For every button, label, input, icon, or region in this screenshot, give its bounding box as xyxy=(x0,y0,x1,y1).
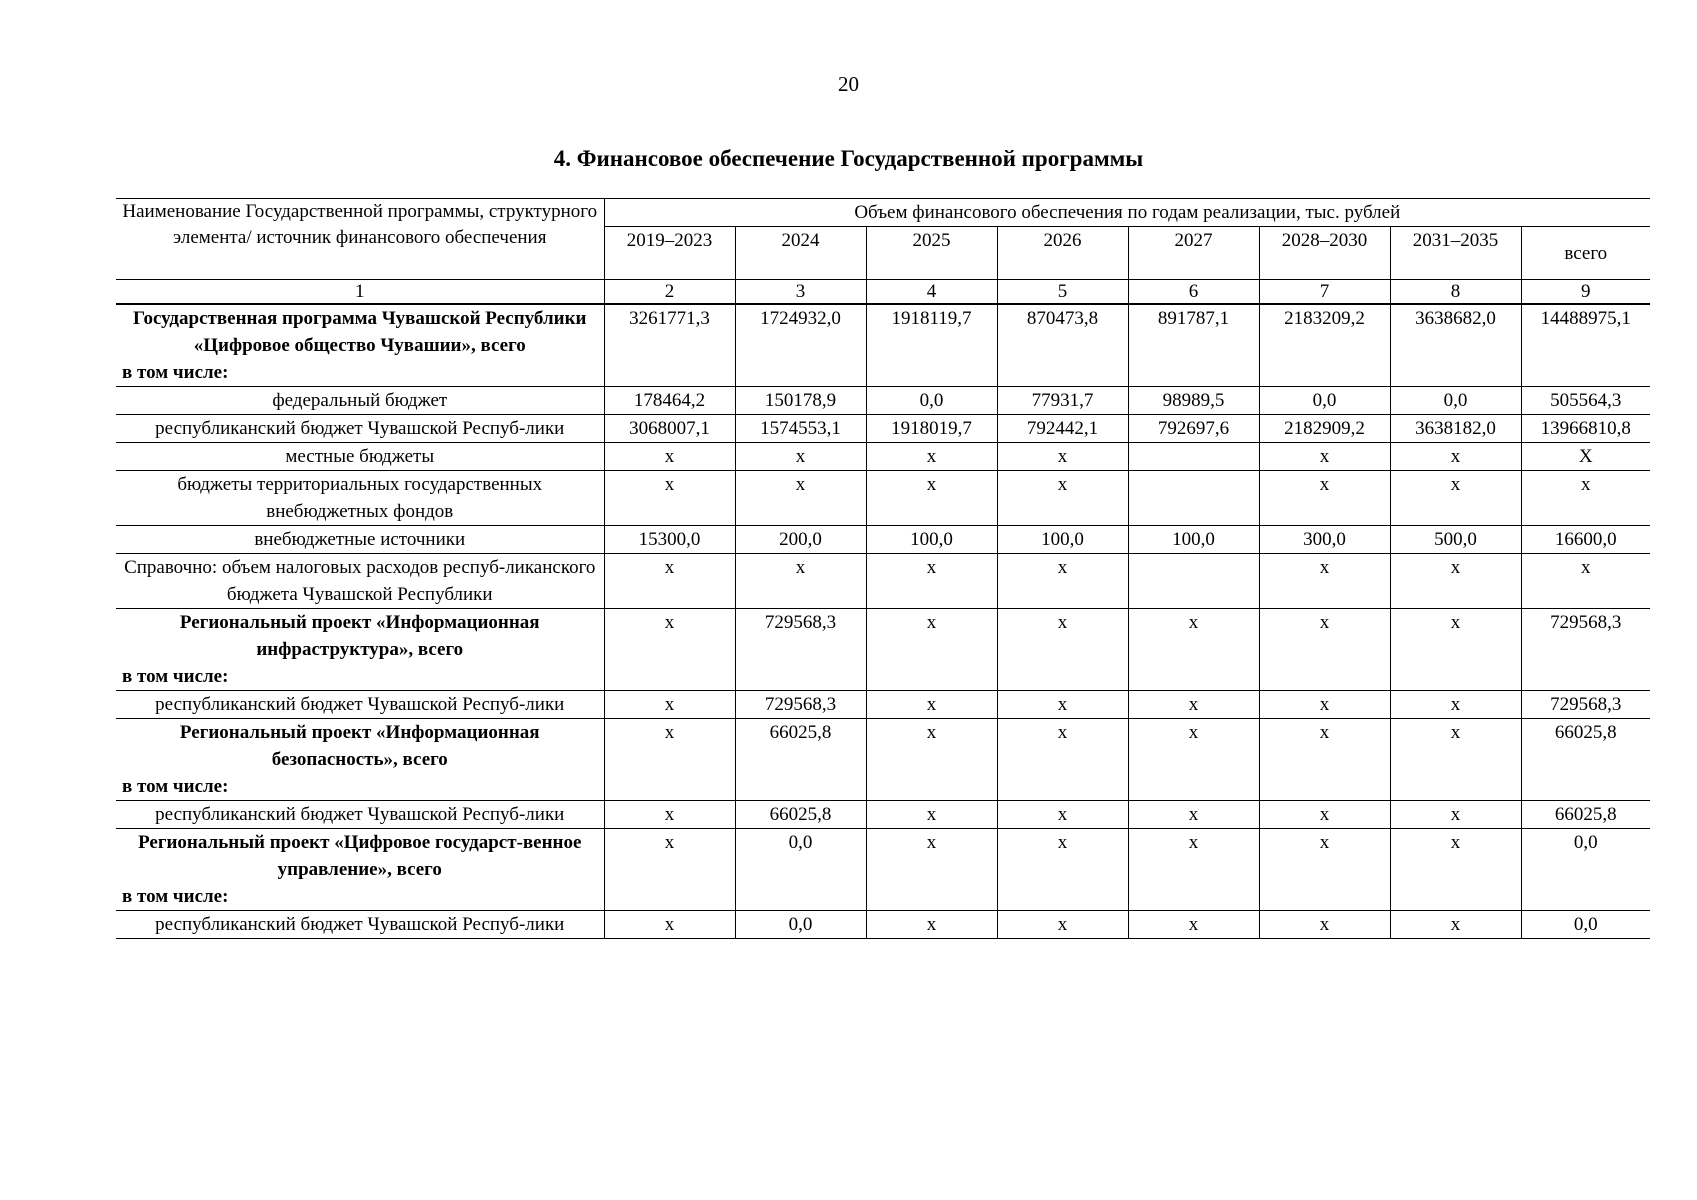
value-cell: х xyxy=(604,801,735,829)
value-cell: х xyxy=(604,829,735,911)
year-header: 2025 xyxy=(866,227,997,280)
value-cell: 729568,3 xyxy=(735,609,866,691)
row-name: республиканский бюджет Чувашской Респуб-лики xyxy=(155,694,565,715)
value-cell: 3261771,3 xyxy=(604,304,735,387)
value-cell: 792442,1 xyxy=(997,415,1128,443)
value-cell: 1574553,1 xyxy=(735,415,866,443)
value-cell: х xyxy=(1259,471,1390,526)
year-header: 2027 xyxy=(1128,227,1259,280)
row-name-cell xyxy=(116,829,604,911)
value-cell: х xyxy=(997,471,1128,526)
table-row xyxy=(116,801,1650,829)
value-cell: 3638682,0 xyxy=(1390,304,1521,387)
value-cell: х xyxy=(997,609,1128,691)
value-cell: х xyxy=(997,801,1128,829)
value-cell: х xyxy=(866,719,997,801)
column-number-row xyxy=(116,280,1650,305)
column-number: 3 xyxy=(735,280,866,305)
table-row xyxy=(116,719,1650,801)
row-name-cell xyxy=(116,554,604,609)
value-cell: х xyxy=(1390,829,1521,911)
value-cell: 13966810,8 xyxy=(1521,415,1650,443)
value-cell: х xyxy=(1390,719,1521,801)
value-cell: х xyxy=(1390,801,1521,829)
value-cell: х xyxy=(1259,911,1390,939)
value-cell: 66025,8 xyxy=(1521,719,1650,801)
value-cell: 2183209,2 xyxy=(1259,304,1390,387)
value-cell: 15300,0 xyxy=(604,526,735,554)
row-name: Региональный проект «Цифровое государст-венное управление», всего xyxy=(138,832,582,880)
value-cell: х xyxy=(1259,719,1390,801)
column-number: 7 xyxy=(1259,280,1390,305)
total-header: всего xyxy=(1521,227,1650,280)
value-cell: х xyxy=(866,691,997,719)
value-cell: х xyxy=(1259,801,1390,829)
value-cell: 178464,2 xyxy=(604,387,735,415)
value-cell: х xyxy=(735,554,866,609)
table-row xyxy=(116,471,1650,526)
value-cell: х xyxy=(1390,911,1521,939)
year-header: 2019–2023 xyxy=(604,227,735,280)
row-name: республиканский бюджет Чувашской Респуб-лики xyxy=(155,914,565,935)
value-cell: х xyxy=(997,443,1128,471)
value-cell: 98989,5 xyxy=(1128,387,1259,415)
row-name-cell xyxy=(116,801,604,829)
value-cell: х xyxy=(1128,829,1259,911)
row-name-suffix: в том числе: xyxy=(122,666,229,687)
value-cell: х xyxy=(997,829,1128,911)
value-cell: 0,0 xyxy=(1259,387,1390,415)
table-row xyxy=(116,387,1650,415)
row-name-cell xyxy=(116,526,604,554)
value-cell: 0,0 xyxy=(1390,387,1521,415)
value-cell xyxy=(1128,554,1259,609)
value-cell: х xyxy=(604,609,735,691)
value-cell: х xyxy=(866,443,997,471)
row-name: Справочно: объем налоговых расходов респуб-ликанского бюджета Чувашской Республики xyxy=(124,557,596,605)
column-number: 6 xyxy=(1128,280,1259,305)
value-cell: х xyxy=(1128,609,1259,691)
value-cell: х xyxy=(1128,911,1259,939)
row-name: федеральный бюджет xyxy=(272,390,448,411)
value-cell: 1918019,7 xyxy=(866,415,997,443)
value-cell: х xyxy=(604,911,735,939)
row-name: местные бюджеты xyxy=(285,446,435,467)
value-cell: х xyxy=(1390,554,1521,609)
value-cell: 505564,3 xyxy=(1521,387,1650,415)
value-cell: х xyxy=(1128,801,1259,829)
year-header: 2024 xyxy=(735,227,866,280)
row-name: бюджеты территориальных государственных внебюджетных фондов xyxy=(177,474,543,522)
column-number: 5 xyxy=(997,280,1128,305)
value-cell: х xyxy=(997,691,1128,719)
value-cell: 0,0 xyxy=(735,911,866,939)
value-cell: х xyxy=(1259,691,1390,719)
value-cell: 300,0 xyxy=(1259,526,1390,554)
value-cell: х xyxy=(997,554,1128,609)
value-cell: х xyxy=(735,471,866,526)
value-cell: х xyxy=(604,443,735,471)
value-cell: х xyxy=(1128,691,1259,719)
table-row xyxy=(116,443,1650,471)
value-cell: 729568,3 xyxy=(1521,691,1650,719)
row-name: Региональный проект «Информационная инфраструктура», всего xyxy=(179,612,540,660)
value-cell: 0,0 xyxy=(866,387,997,415)
row-name-suffix: в том числе: xyxy=(122,776,229,797)
value-cell: х xyxy=(1259,443,1390,471)
value-cell: х xyxy=(735,443,866,471)
row-name-suffix: в том числе: xyxy=(122,362,229,383)
value-cell: х xyxy=(1521,554,1650,609)
value-cell: 66025,8 xyxy=(1521,801,1650,829)
value-cell: х xyxy=(997,911,1128,939)
year-header: 2028–2030 xyxy=(1259,227,1390,280)
table-row xyxy=(116,304,1650,387)
row-name-cell xyxy=(116,719,604,801)
value-cell: х xyxy=(1521,471,1650,526)
column-number: 4 xyxy=(866,280,997,305)
table-row xyxy=(116,691,1650,719)
value-cell: 0,0 xyxy=(735,829,866,911)
volume-header: Объем финансового обеспечения по годам реализации, тыс. рублей xyxy=(604,199,1650,227)
value-cell: 0,0 xyxy=(1521,829,1650,911)
value-cell: 891787,1 xyxy=(1128,304,1259,387)
value-cell: 150178,9 xyxy=(735,387,866,415)
row-name-cell xyxy=(116,691,604,719)
value-cell: х xyxy=(1390,691,1521,719)
row-name-cell xyxy=(116,387,604,415)
value-cell: 3068007,1 xyxy=(604,415,735,443)
value-cell: 729568,3 xyxy=(1521,609,1650,691)
table-row xyxy=(116,415,1650,443)
value-cell: 100,0 xyxy=(997,526,1128,554)
value-cell: 500,0 xyxy=(1390,526,1521,554)
row-name-cell xyxy=(116,911,604,939)
value-cell: 729568,3 xyxy=(735,691,866,719)
page-number: 20 xyxy=(838,72,859,96)
value-cell xyxy=(1128,443,1259,471)
row-name-cell xyxy=(116,304,604,387)
value-cell: 870473,8 xyxy=(997,304,1128,387)
value-cell: х xyxy=(866,911,997,939)
value-cell: 66025,8 xyxy=(735,801,866,829)
column-number: 8 xyxy=(1390,280,1521,305)
value-cell: х xyxy=(1259,609,1390,691)
table-row xyxy=(116,829,1650,911)
value-cell: 100,0 xyxy=(866,526,997,554)
table-row xyxy=(116,554,1650,609)
value-cell: 3638182,0 xyxy=(1390,415,1521,443)
row-name: Государственная программа Чувашской Республики «Цифровое общество Чувашии», всего xyxy=(133,308,587,356)
value-cell: 1918119,7 xyxy=(866,304,997,387)
value-cell: 100,0 xyxy=(1128,526,1259,554)
table-row xyxy=(116,911,1650,939)
value-cell: х xyxy=(1259,829,1390,911)
row-name-cell xyxy=(116,443,604,471)
name-column-header: Наименование Государственной программы, структурного элемента/ источник финансового обеспечения xyxy=(116,199,604,280)
page-title: 4. Финансовое обеспечение Государственной программы xyxy=(553,146,1144,171)
value-cell: 792697,6 xyxy=(1128,415,1259,443)
year-header: 2031–2035 xyxy=(1390,227,1521,280)
table-row xyxy=(116,526,1650,554)
value-cell: х xyxy=(1259,554,1390,609)
financing-table xyxy=(116,198,1650,939)
value-cell: х xyxy=(1390,471,1521,526)
table-header-row xyxy=(116,199,1650,227)
value-cell: х xyxy=(1390,443,1521,471)
value-cell: х xyxy=(604,719,735,801)
value-cell: Х xyxy=(1521,443,1650,471)
value-cell: х xyxy=(866,554,997,609)
value-cell: х xyxy=(866,801,997,829)
year-header: 2026 xyxy=(997,227,1128,280)
column-number: 9 xyxy=(1521,280,1650,305)
value-cell: 0,0 xyxy=(1521,911,1650,939)
value-cell: х xyxy=(604,554,735,609)
row-name: республиканский бюджет Чувашской Респуб-лики xyxy=(155,804,565,825)
row-name: внебюджетные источники xyxy=(254,529,466,550)
row-name-cell xyxy=(116,471,604,526)
row-name-cell xyxy=(116,609,604,691)
value-cell: 14488975,1 xyxy=(1521,304,1650,387)
value-cell: х xyxy=(1390,609,1521,691)
value-cell xyxy=(1128,471,1259,526)
row-name-suffix: в том числе: xyxy=(122,886,229,907)
value-cell: х xyxy=(604,471,735,526)
row-name-cell xyxy=(116,415,604,443)
value-cell: 2182909,2 xyxy=(1259,415,1390,443)
value-cell: 200,0 xyxy=(735,526,866,554)
column-number: 1 xyxy=(116,280,604,305)
value-cell: х xyxy=(1128,719,1259,801)
value-cell: 77931,7 xyxy=(997,387,1128,415)
row-name: республиканский бюджет Чувашской Респуб-лики xyxy=(155,418,565,439)
value-cell: 16600,0 xyxy=(1521,526,1650,554)
column-number: 2 xyxy=(604,280,735,305)
value-cell: х xyxy=(997,719,1128,801)
value-cell: х xyxy=(866,829,997,911)
value-cell: 66025,8 xyxy=(735,719,866,801)
value-cell: х xyxy=(604,691,735,719)
value-cell: х xyxy=(866,471,997,526)
table-row xyxy=(116,609,1650,691)
row-name: Региональный проект «Информационная безопасность», всего xyxy=(179,722,540,770)
value-cell: 1724932,0 xyxy=(735,304,866,387)
value-cell: х xyxy=(866,609,997,691)
